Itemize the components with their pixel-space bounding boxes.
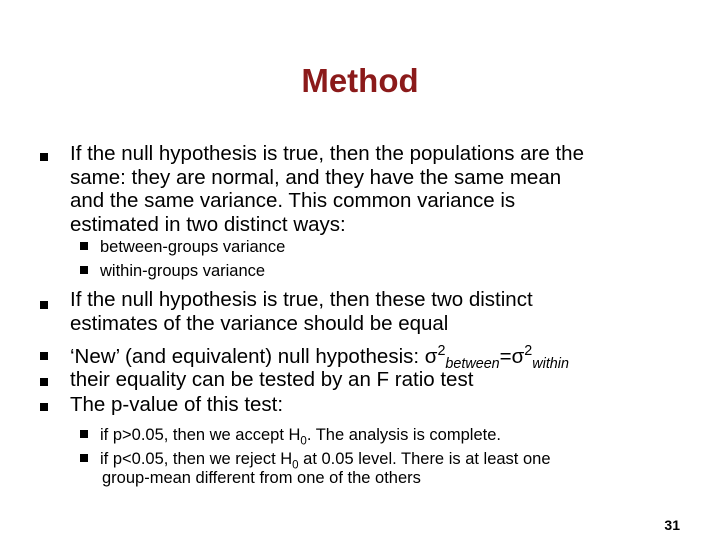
bullet-marker — [40, 352, 48, 360]
bullet-marker — [40, 301, 48, 309]
sub-bullet — [80, 262, 265, 281]
bullet-1-line: estimated in two distinct ways: — [70, 212, 346, 236]
sigma-symbol: σ — [511, 344, 525, 368]
bullet-1-line: If the null hypothesis is true, then the populations are the — [70, 142, 584, 165]
sub-bullet-marker — [80, 242, 88, 250]
bullet-1-text — [70, 142, 690, 236]
superscript: 2 — [437, 343, 446, 359]
sub-bullet — [80, 238, 285, 257]
sub-bullet-marker — [80, 430, 88, 438]
bullet-2-text — [70, 288, 690, 335]
subscript: 0 — [292, 459, 299, 472]
bullet-2-line: If the null hypothesis is true, then these two distinct — [70, 288, 533, 311]
sub-bullet-marker — [80, 266, 88, 274]
bullet-4-text: their equality can be tested by an F ratio test — [70, 368, 474, 391]
sub-bullet-text: within-groups variance — [100, 262, 266, 280]
sub-bullet-marker — [80, 454, 88, 462]
equals-sign: = — [499, 344, 512, 368]
sub-bullet-text: if p>0.05, then we accept H — [100, 426, 301, 444]
superscript: 2 — [524, 343, 533, 359]
bullet-2-line: estimates of the variance should be equal — [70, 311, 449, 335]
sub-bullet-text: at 0.05 level. There is at least one — [298, 450, 551, 468]
bullet-marker — [40, 403, 48, 411]
subscript-between: between — [445, 355, 500, 372]
bullet-3-prefix: ‘New’ (and equivalent) null hypothesis: — [70, 344, 425, 368]
sub-bullet-text: between-groups variance — [100, 238, 286, 256]
sub-bullet-continuation: group-mean different from one of the others — [102, 469, 421, 487]
sub-bullet — [80, 426, 501, 451]
sub-bullet-text: if p<0.05, then we reject H — [100, 450, 293, 468]
subscript-within: within — [532, 355, 569, 372]
page-number: 31 — [664, 517, 680, 533]
bullet-5-text: The p-value of this test: — [70, 393, 284, 416]
slide-title: Method — [301, 62, 419, 99]
bullet-1-line: same: they are normal, and they have the same mean — [70, 165, 562, 189]
bullet-1-line: and the same variance. This common variance is — [70, 189, 516, 212]
subscript: 0 — [300, 435, 307, 448]
bullet-marker — [40, 153, 48, 161]
bullet-marker — [40, 378, 48, 386]
sigma-symbol: σ — [424, 344, 438, 368]
sub-bullet-text: . The analysis is complete. — [306, 426, 501, 444]
